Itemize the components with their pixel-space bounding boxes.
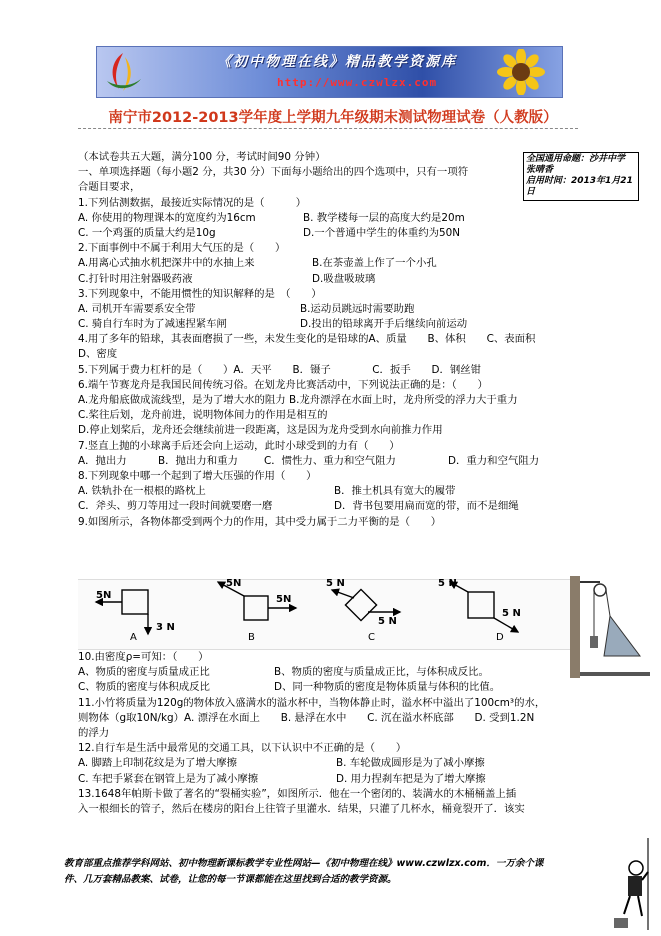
figure-label-a: A: [130, 632, 137, 643]
option-d: D.投出的铅球离开手后继续向前运动: [300, 318, 468, 331]
climber-cartoon-icon: [608, 838, 658, 930]
header-banner: [96, 46, 563, 98]
option-b: B. 车轮做成圆形是为了减小摩擦: [336, 757, 485, 770]
section-heading: 一、单项选择题（每小题2 分，共30 分）下面每小题给出的四个选项中，只有一项符: [78, 166, 469, 179]
question-6: 6.端午节赛龙舟是我国民间传统习俗。在划龙舟比赛活动中，下列说法正确的是：（ ）: [78, 378, 488, 391]
info-box-author: 全国通用命题：沙井中学 张晴香: [526, 154, 626, 175]
diagram-d: [450, 582, 518, 632]
footer-line-2: 件、几万套精品教案、试卷，让您的每一节课都能在这里找到合适的教学资源。: [64, 874, 397, 885]
question-3-options-ab: [78, 302, 588, 317]
site-logo-icon: [103, 51, 143, 93]
question-4-cont: D、密度: [78, 348, 118, 361]
option-d: D、同一种物质的密度是物体质量与体积的比值。: [274, 681, 501, 694]
option-a: A. 铁轨扑在一根根的路枕上: [78, 485, 206, 498]
box-b: [244, 596, 268, 620]
question-1: 1.下列估测数据，最接近实际情况的是（ ）: [78, 196, 307, 209]
option-b: B．推土机具有宽大的履带: [334, 485, 456, 498]
page-title: 南宁市2012-2013学年度上学期九年级期末测试物理试卷（人教版）: [108, 110, 558, 126]
option-c: C．斧头、剪刀等用过一段时间就要磨一磨: [78, 500, 273, 513]
figure-label-b: B: [248, 632, 255, 643]
option-d: D．背书包要用扁而宽的带，而不是细绳: [334, 500, 519, 513]
question-12: 12.自行车是生活中最常见的交通工具，以下认识中不正确的是（ ）: [78, 742, 407, 755]
question-1-options-cd: [78, 226, 588, 241]
question-12-options-ab: [78, 756, 588, 771]
question-8-options-cd: [78, 499, 588, 514]
question-11-cont: 则物体（g取10N/kg）A. 漂浮在水面上 B. 悬浮在水中 C. 沉在溢水杯底部 D. 受到1.2N: [78, 711, 535, 724]
option-a: A. 司机开车需要系安全带: [78, 302, 196, 315]
force-label: 5 N: [502, 608, 521, 619]
box-a: [122, 590, 148, 614]
question-7: 7.竖直上抛的小球离手后还会向上运动，此时小球受到的力有（ ）: [78, 439, 400, 452]
question-6-option-d: D.停止划桨后，龙舟还会继续前进一段距离，这是因为龙舟受到水向前推力作用: [78, 424, 443, 437]
force-label: 5 N: [438, 578, 457, 589]
option-a: A. 脚踏上印制花纹是为了增大摩擦: [78, 757, 237, 770]
force-label: 5N: [276, 594, 292, 605]
force-label: 5 N: [326, 578, 345, 589]
exam-content-continued: [78, 650, 588, 817]
option-c: C、物质的密度与体积成反比: [78, 681, 210, 694]
question-10-options-ab: [78, 665, 588, 680]
banner-title: 《初中物理在线》精品教学资源库: [217, 54, 457, 70]
option-a: A.用离心式抽水机把深井中的水抽上来: [78, 257, 255, 270]
arrow-c-left: [332, 590, 354, 598]
question-1-options-ab: [78, 211, 588, 226]
question-5: 5.下列属于费力杠杆的是（ ）A．天平 B．镊子 C．扳手 D．钢丝钳: [78, 363, 482, 376]
question-7-options: [78, 454, 588, 469]
question-4: 4.用了多年的铅球，其表面磨损了一些，未发生变化的是铅球的A、质量 B、体积 C、表面积: [78, 333, 536, 346]
box-d: [468, 592, 494, 618]
option-d: D.吸盘吸玻璃: [312, 272, 376, 285]
option-b: B.运动员跳远时需要助跑: [300, 302, 415, 315]
question-13: 13.1648年帕斯卡做了著名的“裂桶实验”，如图所示．他在一个密闭的、装满水的木桶桶盖上插: [78, 787, 517, 800]
question-11-cont2: 的浮力: [78, 726, 110, 739]
question-12-options-cd: [78, 772, 588, 787]
option-a: A．抛出力: [78, 454, 127, 467]
question-3-options-cd: [78, 317, 588, 332]
option-b: B. 教学楼每一层的高度大约是20m: [303, 211, 465, 224]
force-diagram-figure: [78, 579, 573, 650]
question-11: 11.小竹将质量为120g的物体放入盛满水的溢水杯中，当物体静止时，溢水杯中溢出了100cm³的水，: [78, 696, 546, 709]
figure-label-c: C: [368, 632, 375, 643]
option-c: C. 车把手紧套在钢管上是为了减小摩擦: [78, 772, 259, 785]
option-b: B、物质的密度与质量成正比，与体积成反比。: [274, 666, 489, 679]
question-9: 9.如图所示，各物体都受到两个力的作用，其中受力属于二力平衡的是（ ）: [78, 515, 442, 528]
title-divider: [78, 128, 578, 129]
instructions: （本试卷共五大题，满分100 分，考试时间90 分钟）: [78, 151, 326, 163]
question-2-options-ab: [78, 256, 588, 271]
option-b: B.在茶壶盖上作了一个小孔: [312, 257, 437, 270]
option-d: D.一个普通中学生的体重约为50N: [303, 226, 460, 239]
question-10-options-cd: [78, 680, 588, 695]
option-d: D．重力和空气阻力: [448, 454, 540, 467]
force-label: 5 N: [378, 616, 397, 627]
question-6-option-c: C.桨往后划，龙舟前进，说明物体间力的作用是相互的: [78, 409, 328, 422]
exam-content: [78, 150, 588, 530]
figure-label-d: D: [496, 632, 504, 643]
page-footer: [64, 856, 604, 888]
option-b: B．抛出力和重力: [158, 454, 238, 467]
option-d: D. 用力捏刹车把是为了增大摩擦: [336, 772, 486, 785]
option-c: C. 骑自行车时为了减速捏紧车闸: [78, 318, 227, 331]
option-c: C．惯性力、重力和空气阻力: [264, 454, 396, 467]
option-a: A、物质的密度与质量成正比: [78, 666, 210, 679]
option-c: C. 一个鸡蛋的质量大约是10g: [78, 226, 216, 239]
question-10: 10.由密度ρ=可知：（ ）: [78, 651, 209, 663]
option-a: A. 你使用的物理课本的宽度约为16cm: [78, 211, 256, 224]
section-heading-cont: 合题目要求，: [78, 181, 141, 194]
option-c: C.打针时用注射器吸药液: [78, 272, 193, 285]
force-label: 5N: [96, 590, 112, 601]
box-c: [345, 589, 376, 620]
sunflower-icon: [486, 49, 556, 95]
question-2-options-cd: [78, 272, 588, 287]
force-label: 3 N: [156, 622, 175, 633]
question-13-cont: 入一根细长的管子，然后在楼房的阳台上往管子里灌水．结果，只灌了几杯水，桶竟裂开了．该实: [78, 802, 525, 815]
question-8: 8.下列现象中哪一个起到了增大压强的作用（ ）: [78, 469, 317, 482]
question-6-option-ab: A.龙舟船底做成流线型，是为了增大水的阻力 B.龙舟漂浮在水面上时，龙舟所受的浮力大于重力: [78, 394, 518, 406]
arrow-d-downright: [494, 618, 518, 632]
info-box-date: 启用时间：2013年1月21日: [526, 176, 633, 197]
question-8-options-ab: [78, 484, 588, 499]
footer-line-1: 教育部重点推荐学科网站、初中物理新课标教学专业性网站—《初中物理在线》www.czwlzx.com．一万余个课: [64, 858, 544, 869]
question-2: 2.下面事例中不属于利用大气压的是（ ）: [78, 242, 286, 255]
banner-url[interactable]: http://www.czwlzx.com: [277, 76, 438, 89]
question-3: 3.下列现象中，不能用惯性的知识解释的是 （ ）: [78, 287, 322, 300]
force-label: 5N: [226, 578, 242, 589]
